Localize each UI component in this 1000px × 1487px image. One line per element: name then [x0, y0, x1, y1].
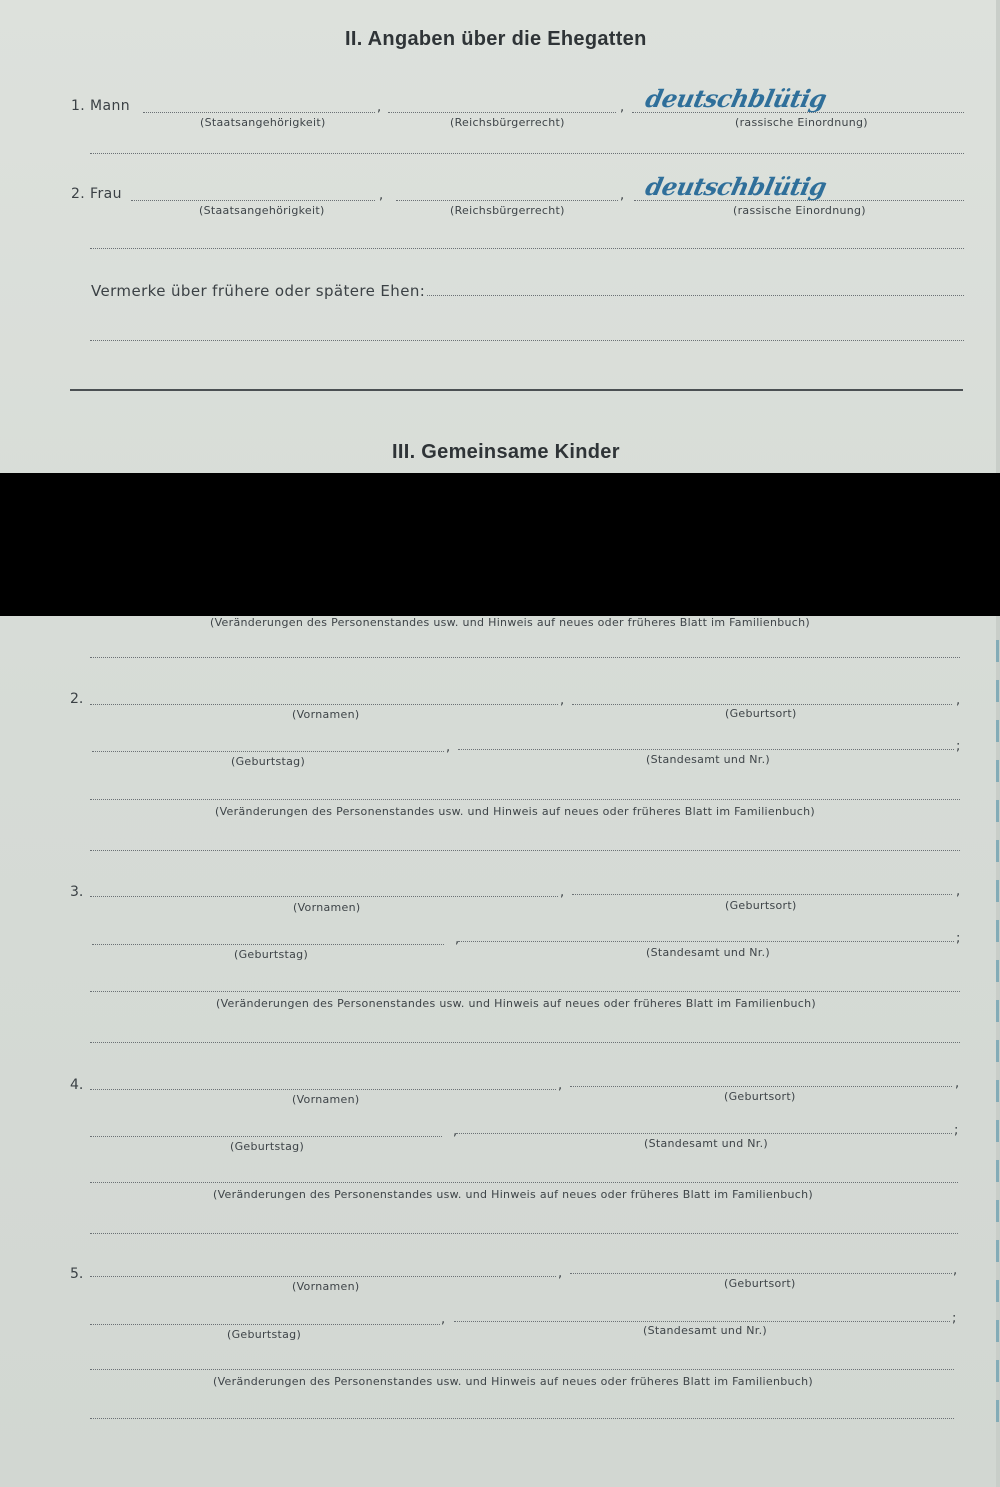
man-extra-line[interactable]	[90, 153, 964, 154]
child-registry-caption: (Standesamt und Nr.)	[643, 1324, 767, 1337]
comma: ,	[956, 693, 961, 708]
child-first-names-field[interactable]	[90, 896, 558, 897]
child-first-names-caption: (Vornamen)	[293, 901, 361, 914]
child-registry-field[interactable]	[454, 1321, 950, 1322]
child-first-names-field[interactable]	[90, 1089, 556, 1090]
child-registry-caption: (Standesamt und Nr.)	[644, 1137, 768, 1150]
child-number: 2.	[70, 691, 84, 707]
comma: ,	[620, 188, 625, 203]
woman-citizenship-caption: (Reichsbürgerrecht)	[450, 204, 565, 217]
remarks-field[interactable]	[427, 295, 964, 296]
child-first-names-field[interactable]	[90, 1276, 556, 1277]
remarks-extra-line[interactable]	[90, 340, 964, 341]
woman-racial-caption: (rassische Einordnung)	[733, 204, 866, 217]
comma: ,	[955, 1076, 960, 1091]
comma: ,	[446, 740, 451, 755]
child-birthplace-field[interactable]	[570, 1086, 952, 1087]
child-registry-caption: (Standesamt und Nr.)	[646, 946, 770, 959]
child-birthplace-field[interactable]	[572, 894, 952, 895]
comma: ,	[620, 100, 625, 115]
comma: ,	[560, 693, 565, 708]
woman-extra-line[interactable]	[90, 248, 964, 249]
child-registry-caption: (Standesamt und Nr.)	[646, 753, 770, 766]
child-changes-caption: (Veränderungen des Personenstandes usw. und Hinweis auf neues oder früheres Blatt im Familienbuch)	[213, 1188, 814, 1201]
semicolon: ;	[956, 931, 961, 946]
comma: ,	[379, 188, 384, 203]
child-number: 5.	[70, 1266, 84, 1282]
child-birthday-field[interactable]	[90, 1324, 440, 1325]
child-first-names-caption: (Vornamen)	[292, 1280, 360, 1293]
child-birthplace-field[interactable]	[572, 704, 952, 705]
child-number: 3.	[70, 884, 84, 900]
child-first-names-caption: (Vornamen)	[292, 1093, 360, 1106]
woman-label: 2. Frau	[71, 186, 122, 202]
child-changes-caption: (Veränderungen des Personenstandes usw. und Hinweis auf neues oder früheres Blatt im Familienbuch)	[216, 997, 817, 1010]
child-birthday-field[interactable]	[92, 751, 444, 752]
child-birthplace-caption: (Geburtsort)	[725, 707, 797, 720]
child-number: 4.	[70, 1077, 84, 1093]
child-changes-caption: (Veränderungen des Personenstandes usw. und Hinweis auf neues oder früheres Blatt im Familienbuch)	[213, 1375, 814, 1388]
child-changes-field[interactable]	[90, 799, 960, 800]
page-edge	[996, 0, 1000, 1487]
child-birthplace-caption: (Geburtsort)	[724, 1277, 796, 1290]
woman-citizenship-field[interactable]	[396, 200, 618, 201]
child1-changes-caption: (Veränderungen des Personenstandes usw. und Hinweis auf neues oder früheres Blatt im Familienbuch)	[210, 616, 811, 629]
child-first-names-field[interactable]	[90, 704, 558, 705]
man-citizenship-field[interactable]	[388, 112, 616, 113]
child-registry-field[interactable]	[458, 749, 954, 750]
child1-extra-line[interactable]	[90, 657, 960, 658]
child-registry-field[interactable]	[458, 941, 954, 942]
man-racial-caption: (rassische Einordnung)	[735, 116, 868, 129]
child-birthday-caption: (Geburtstag)	[227, 1328, 302, 1341]
semicolon: ;	[956, 739, 961, 754]
man-label: 1. Mann	[71, 98, 131, 114]
man-citizenship-caption: (Reichsbürgerrecht)	[450, 116, 565, 129]
comma: ,	[560, 885, 565, 900]
child-extra-line[interactable]	[90, 1042, 960, 1043]
comma: ,	[558, 1078, 563, 1093]
child-birthday-caption: (Geburtstag)	[230, 1140, 305, 1153]
child-birthday-caption: (Geburtstag)	[231, 755, 306, 768]
semicolon: ;	[952, 1311, 957, 1326]
child-birthplace-caption: (Geburtsort)	[724, 1090, 796, 1103]
comma: ,	[455, 932, 460, 947]
comma: ,	[377, 100, 382, 115]
child-extra-line[interactable]	[90, 1418, 954, 1419]
woman-nationality-caption: (Staatsangehörigkeit)	[199, 204, 325, 217]
child-birthplace-caption: (Geburtsort)	[725, 899, 797, 912]
redaction-bar	[0, 473, 1000, 616]
section-divider	[70, 389, 963, 391]
semicolon: ;	[954, 1123, 959, 1138]
comma: ,	[956, 884, 961, 899]
comma: ,	[558, 1266, 563, 1281]
comma: ,	[441, 1312, 446, 1327]
edge-ink-marks	[996, 640, 999, 1440]
child-birthday-field[interactable]	[92, 944, 444, 945]
man-racial-handwriting: deutschblütig	[642, 84, 830, 113]
child-changes-field[interactable]	[90, 1369, 954, 1370]
child-birthplace-field[interactable]	[570, 1273, 952, 1274]
woman-racial-handwriting: deutschblütig	[642, 172, 830, 201]
child-changes-field[interactable]	[90, 991, 960, 992]
man-nationality-field[interactable]	[143, 112, 375, 113]
comma: ,	[953, 1263, 958, 1278]
child-birthday-field[interactable]	[90, 1136, 442, 1137]
child-registry-field[interactable]	[456, 1133, 952, 1134]
section-ii-title: II. Angaben über die Ehegatten	[345, 28, 647, 50]
child-extra-line[interactable]	[90, 1233, 958, 1234]
comma: ,	[453, 1124, 458, 1139]
child-changes-field[interactable]	[90, 1182, 958, 1183]
remarks-label: Vermerke über frühere oder spätere Ehen:	[91, 282, 426, 300]
child-changes-caption: (Veränderungen des Personenstandes usw. und Hinweis auf neues oder früheres Blatt im Familienbuch)	[215, 805, 816, 818]
woman-nationality-field[interactable]	[131, 200, 375, 201]
child-extra-line[interactable]	[90, 850, 960, 851]
section-iii-title: III. Gemeinsame Kinder	[392, 441, 620, 463]
child-birthday-caption: (Geburtstag)	[234, 948, 309, 961]
child-first-names-caption: (Vornamen)	[292, 708, 360, 721]
man-nationality-caption: (Staatsangehörigkeit)	[200, 116, 326, 129]
